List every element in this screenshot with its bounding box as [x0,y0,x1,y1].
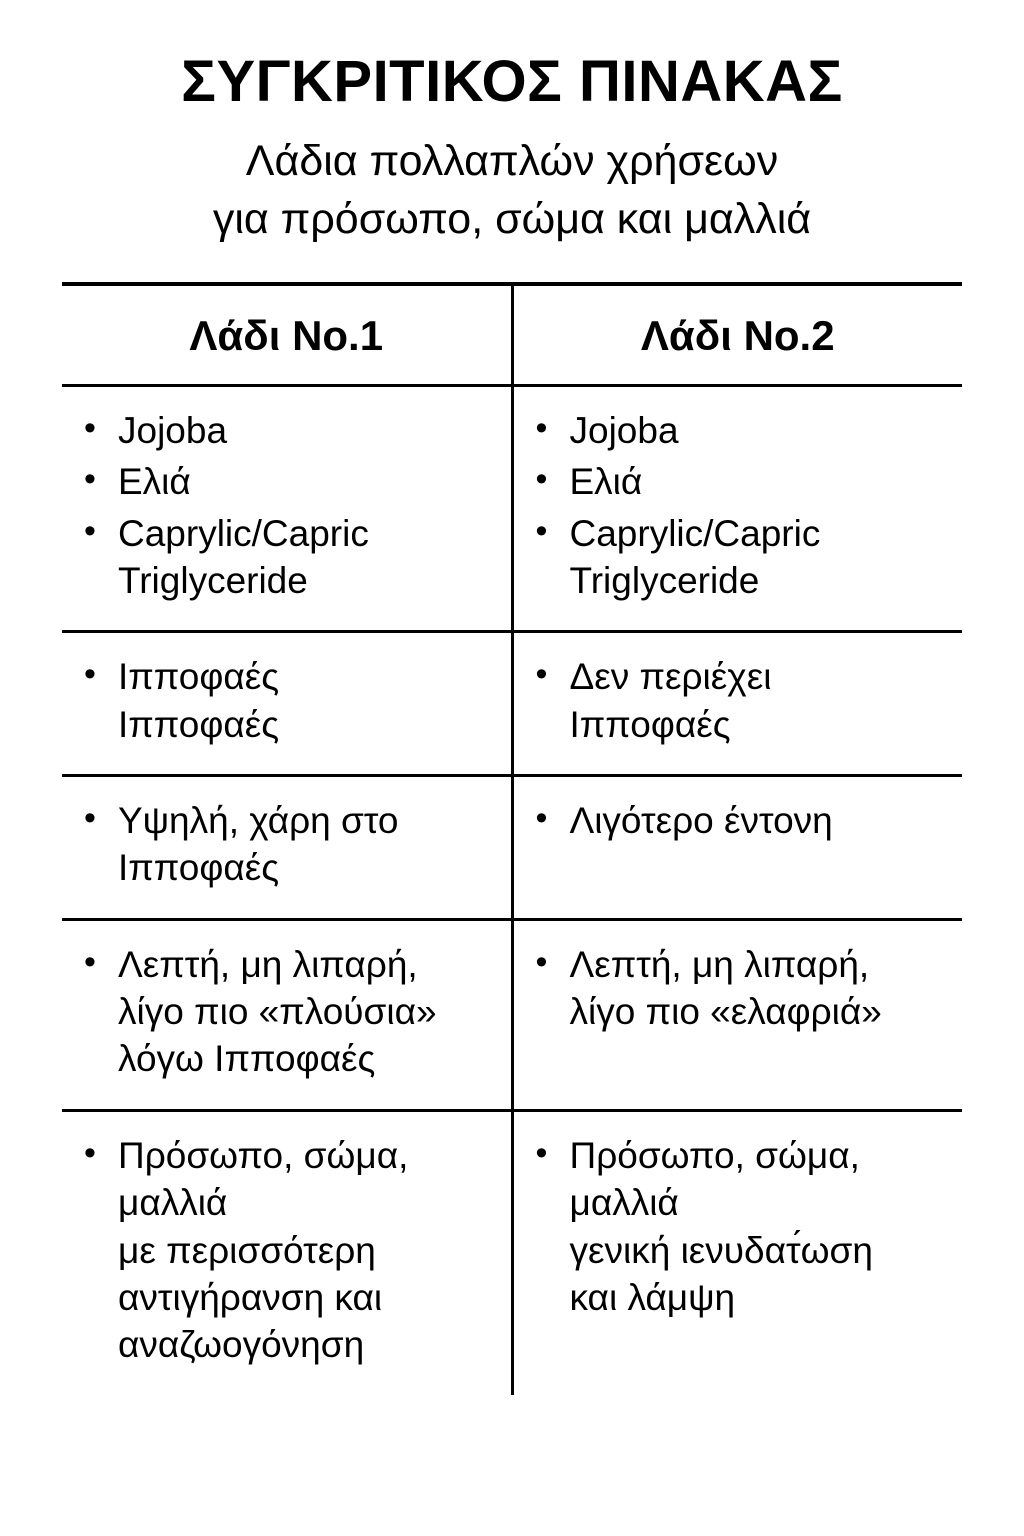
list-item-line: Triglyceride [118,559,308,601]
table-head [62,286,962,386]
list-item-line: γενική ιενυδατ́ωση [569,1229,873,1271]
table-row [62,776,962,920]
list-ingredients-oil-1 [76,407,497,604]
list-item [76,797,497,892]
list-item-line: αναζωογόνηση [118,1324,365,1366]
list-seabuckthorn-oil-1 [76,653,497,748]
list-item-line: • Λεπτή, μη λιπαρή, [569,943,870,985]
page-header [0,0,1024,248]
list-item-line: • Ελιά [118,461,191,503]
table-row [62,632,962,776]
list-item [528,407,949,454]
cell-intensity-oil-1 [62,776,512,920]
cell-seabuckthorn-oil-1 [62,632,512,776]
list-item-line: • Πρόσωπο, σώμα, [569,1134,860,1176]
list-usage-oil-2 [528,1132,949,1321]
list-item-line: • Caprylic/Capric [118,512,369,554]
cell-ingredients-oil-1 [62,385,512,631]
list-item [528,458,949,505]
list-item-line: λίγο πιο «ελαφριά» [569,991,882,1033]
list-item-line: Ιπποφαές [118,703,280,745]
list-item-line: • Λεπτή, μη λιπαρή, [118,943,418,985]
table-header-row [62,286,962,386]
cell-seabuckthorn-oil-2 [512,632,962,776]
list-usage-oil-1 [76,1132,497,1369]
table-body [62,385,962,1394]
page-title: ΣΥΓΚΡΙΤΙΚΟΣ ΠΙΝΑΚΑΣ [181,49,843,114]
list-item-line: • Caprylic/Capric [569,512,821,554]
page-subtitle-line-2: για πρόσωπο, σώμα και μαλλιά [212,194,812,243]
list-item-line: αντιγήρανση και [118,1276,383,1318]
table-row [62,919,962,1110]
cell-usage-oil-2 [512,1110,962,1394]
list-item [76,941,497,1083]
column-header-oil-2: Λάδι Νο.2 [512,286,962,386]
list-item [528,941,949,1036]
list-item [528,1132,949,1321]
list-texture-oil-1 [76,941,497,1083]
list-item-line: μαλλιά [569,1182,679,1224]
list-item [76,510,497,605]
list-item-line: μαλλιά [118,1182,228,1224]
list-item-line: • Λιγότερο έντονη [569,800,833,842]
list-item [76,1132,497,1369]
cell-texture-oil-2 [512,919,962,1110]
list-item-line: με περισσότερη [118,1229,376,1271]
list-item [528,510,949,605]
list-item-line: και λάμψη [569,1276,736,1318]
comparison-table-wrapper [62,282,962,1395]
page-subtitle [0,132,1024,248]
list-item-line: λίγο πιο «πλούσια» [118,991,437,1033]
cell-texture-oil-1 [62,919,512,1110]
list-item-line: • Ελιά [569,461,643,503]
list-item [528,797,949,844]
list-seabuckthorn-oil-2 [528,653,949,748]
list-item-line: λόγω Ιπποφαές [118,1038,376,1080]
list-intensity-oil-2 [528,797,949,844]
list-item-line: Ιπποφαές [118,847,280,889]
list-item-line: • Jojoba [118,409,228,451]
list-item-line: • Δεν περιέχει [569,656,772,698]
list-item-line: • Πρόσωπο, σώμα, [118,1134,409,1176]
cell-usage-oil-1 [62,1110,512,1394]
list-item-line: Triglyceride [569,559,760,601]
cell-ingredients-oil-2 [512,385,962,631]
list-intensity-oil-1 [76,797,497,892]
comparison-table [62,286,962,1395]
list-item-line: • Jojoba [569,409,679,451]
cell-intensity-oil-2 [512,776,962,920]
page-subtitle-line-1: Λάδια πολλαπλών χρήσεων [245,136,779,185]
list-item-line: • Ιπποφαές [118,656,280,698]
list-item [76,458,497,505]
column-header-oil-1: Λάδι Νο.1 [62,286,512,386]
list-item [76,407,497,454]
list-ingredients-oil-2 [528,407,949,604]
table-row [62,385,962,631]
list-item-line: • Υψηλή, χάρη στο [118,800,399,842]
list-item-line: Ιπποφαές [569,703,731,745]
list-item [76,653,497,748]
list-texture-oil-2 [528,941,949,1036]
table-row [62,1110,962,1394]
list-item [528,653,949,748]
